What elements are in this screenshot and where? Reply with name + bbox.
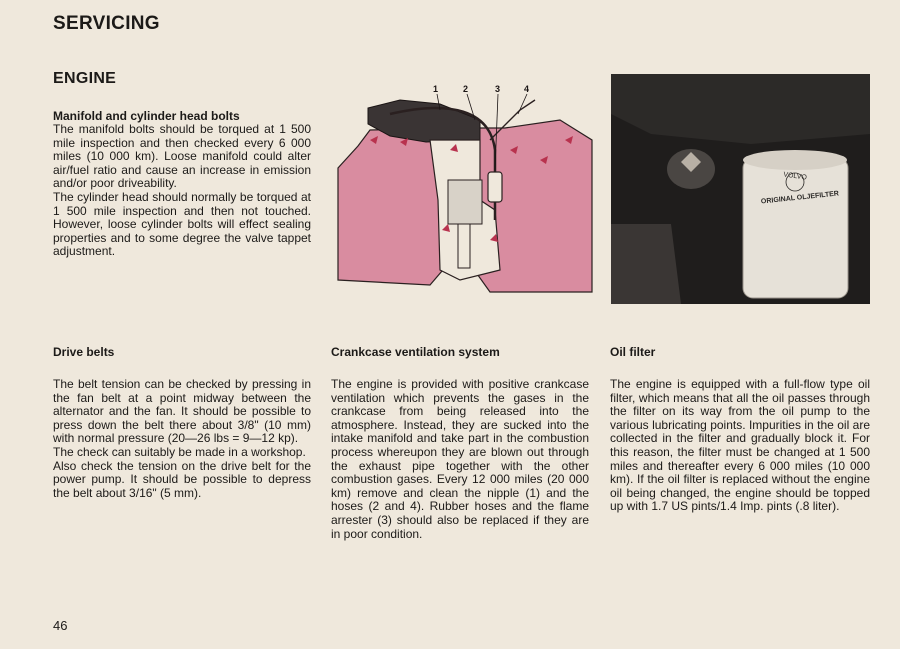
engine-bay-arm <box>611 224 681 304</box>
oil-filter-text <box>610 378 870 514</box>
oil-filter-photo <box>611 74 870 304</box>
manifold-heading: Manifold and cylinder head bolts <box>53 109 240 123</box>
drive-belts-heading: Drive belts <box>53 345 115 359</box>
drive-belts-text <box>53 378 311 500</box>
crankcase-text <box>331 378 589 541</box>
filter-brand-label: VOLVO <box>782 171 808 182</box>
oil-filter-heading: Oil filter <box>610 345 656 359</box>
page-title: SERVICING <box>53 13 160 34</box>
drive-belts-para-3: Also check the tension on the drive belt for the power pump. It should be possible to depress the belt about 3/16" (5 mm). <box>53 458 311 500</box>
oil-filter-para-1: The engine is equipped with a full-flow type oil filter, which means that all the oil passes through the filter on its way from the oil pump to the various lubricating points. Impurities in the oil are collected in the filter and gradually block it. For this reason, the filter must be changed at 1 500 miles and thereafter every 6 000 miles (10 000 km). If the oil filter is replaced without the engine oil being changed, the engine should be topped up with 1.7 US pints/1.4 Imp. pints (.8 liter). <box>610 377 870 514</box>
drive-belts-para-1: The belt tension can be checked by pressing in the fan belt at a point midway between the alternator and the fan. It should be possible to press down the belt there about 3/8" (10 mm) with normal pressure (20—26 lbs = 9—12 kp). <box>53 377 311 446</box>
callout-2: 2 <box>463 84 469 94</box>
manifold-para-1: The manifold bolts should be torqued at 1 500 mile inspection and then checked every 6 000 miles (10 000 km). Loose manifold could alter air/fuel ratio and cause an increase in emission and/or poor driveability. <box>53 122 311 191</box>
piston-shape <box>448 180 482 224</box>
engine-crankcase-diagram <box>330 80 594 295</box>
piston-rod <box>458 224 470 268</box>
manifold-text <box>53 123 311 259</box>
callout-4-leader <box>518 94 527 114</box>
page-number: 46 <box>53 618 68 633</box>
section-heading: ENGINE <box>53 70 117 87</box>
callout-3: 3 <box>495 84 501 94</box>
oil-filter-top <box>743 150 847 170</box>
drive-belts-para-2: The check can suitably be made in a workshop. <box>53 444 306 459</box>
flame-arrester <box>488 172 502 202</box>
callout-4: 4 <box>524 84 530 94</box>
crankcase-para-1: The engine is provided with positive crankcase ventilation which prevents the gases in the crankcase from being released into the atmosphere. Instead, they are sucked into the intake manifold and take part in the combustion process whereupon they are blown out through the exhaust pipe together with the other combustion gases. Every 12 000 miles (20 000 km) remove and clean the nipple (1) and the hoses (2 and 4). Rubber hoses and the flame arrester (3) should also be replaced if they are in poor condition. <box>331 377 589 541</box>
oil-filter-photo-art <box>611 74 870 304</box>
callout-1: 1 <box>433 84 439 94</box>
crankcase-heading: Crankcase ventilation system <box>331 345 500 359</box>
filter-text-label: ORIGINAL OLJEFILTER <box>760 190 840 206</box>
manifold-para-2: The cylinder head should normally be torqued at 1 500 mile inspection and then not touched. However, loose cylinder bolts will effect sealing properties and to some degree the valve tappet adjustment. <box>53 189 311 259</box>
